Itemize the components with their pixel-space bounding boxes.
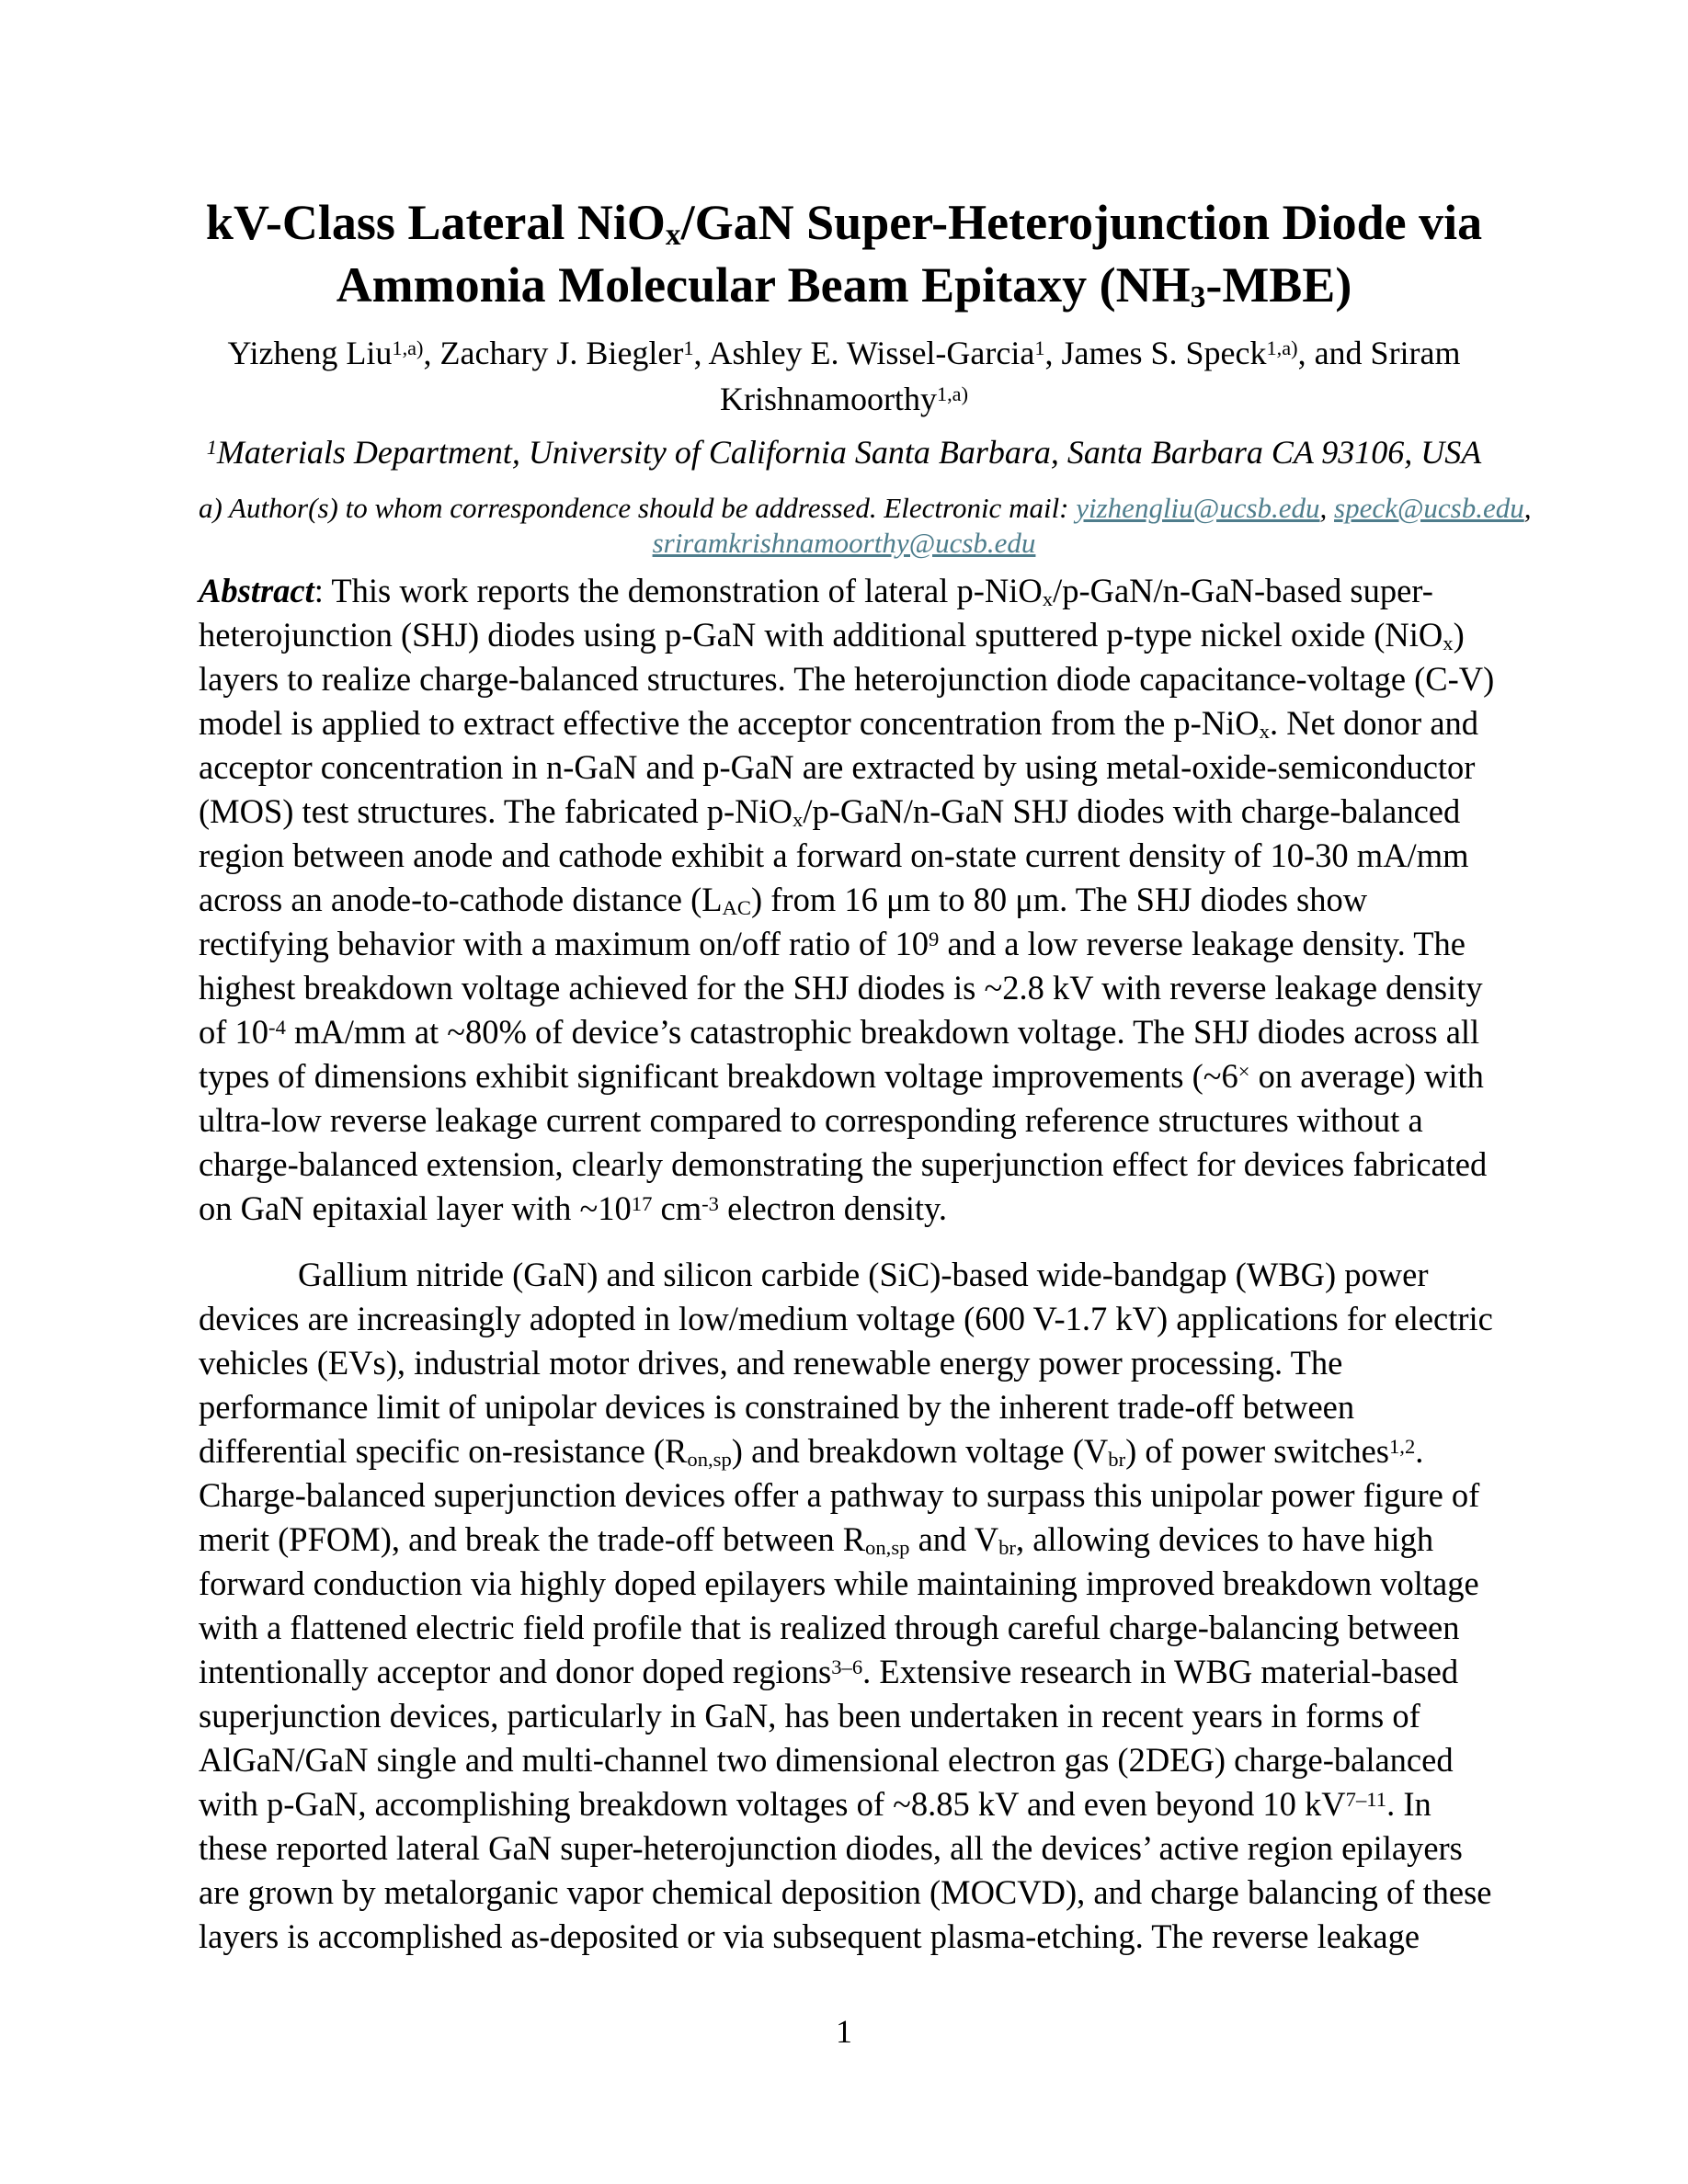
abstract-line: (MOS) test structures. The fabricated p-NiO$_x$/p-GaN/n-GaN SHJ diodes with charge-balanced bbox=[199, 792, 1461, 831]
author-list bbox=[199, 330, 1489, 422]
abstract-line: region between anode and cathode exhibit a forward on-state current density of 10-30 mA/mm bbox=[199, 836, 1469, 874]
body-line: performance limit of unipolar devices is constrained by the inherent trade-off between bbox=[199, 1388, 1355, 1426]
abstract-line: charge-balanced extension, clearly demonstrating the superjunction effect for devices fabricated bbox=[199, 1145, 1488, 1183]
abstract-line: layers to realize charge-balanced structures. The heterojunction diode capacitance-voltage (C-V) bbox=[199, 660, 1495, 698]
footnote-line bbox=[199, 526, 1489, 561]
page-number: 1 bbox=[836, 2013, 852, 2050]
body-line: devices are increasingly adopted in low/medium voltage (600 V-1.7 kV) applications for electric bbox=[199, 1300, 1493, 1337]
body-line: AlGaN/GaN single and multi-channel two dimensional electron gas (2DEG) charge-balanced bbox=[199, 1741, 1454, 1779]
body-line: intentionally acceptor and donor doped regions$^{3-6}$. Extensive research in WBG material-based bbox=[199, 1653, 1459, 1690]
abstract-line: model is applied to extract effective the acceptor concentration from the p-NiO$_x$. Net donor and bbox=[199, 704, 1479, 743]
abstract-line: highest breakdown voltage achieved for the SHJ diodes is ~2.8 kV with reverse leakage density bbox=[199, 969, 1483, 1007]
abstract-line: heterojunction (SHJ) diodes using p-GaN with additional sputtered p-type nickel oxide (NiO$_x$) bbox=[199, 616, 1465, 654]
paper-title bbox=[199, 191, 1489, 316]
email-link[interactable]: yizhengliu@ucsb.edu bbox=[1076, 492, 1320, 524]
email-link[interactable]: sriramkrishnamoorthy@ucsb.edu bbox=[652, 527, 1036, 559]
abstract-line: rectifying behavior with a maximum on/off ratio of $10^9$ and a low reverse leakage density. The bbox=[199, 925, 1466, 962]
body-line: Charge-balanced superjunction devices offer a pathway to surpass this unipolar power figure of bbox=[199, 1476, 1480, 1514]
abstract-line: of $10^{-4}$ mA/mm at ~80% of device’s catastrophic breakdown voltage. The SHJ diodes across all bbox=[199, 1013, 1480, 1051]
body-line: forward conduction via highly doped epilayers while maintaining improved breakdown voltage bbox=[199, 1564, 1479, 1602]
abstract-line: acceptor concentration in n-GaN and p-GaN are extracted by using metal-oxide-semiconductor bbox=[199, 748, 1476, 786]
introduction-paragraph bbox=[199, 1253, 1493, 1959]
abstract-line: on GaN epitaxial layer with $\sim 10^{17}$ $cm^{-3}$ electron density. bbox=[199, 1189, 947, 1227]
body-line: are grown by metalorganic vapor chemical deposition (MOCVD), and charge balancing of these bbox=[199, 1873, 1492, 1911]
body-line: with a flattened electric field profile that is realized through careful charge-balancing between bbox=[199, 1609, 1460, 1646]
title-line: Ammonia Molecular Beam Epitaxy $(NH_3-MBE)$ bbox=[336, 257, 1352, 314]
body-line: differential specific on-resistance $(R_{on,sp})$ and breakdown voltage $(V_{br})$ of power switches$^{1,2}$. bbox=[199, 1432, 1424, 1471]
abstract-line: across an anode-to-cathode distance $(L_{AC})$ from 16 μm to 80 μm. The SHJ diodes show bbox=[199, 881, 1368, 919]
affiliation: $^1$Materials Department, University of California Santa Barbara, Santa Barbara CA 93106, USA bbox=[206, 434, 1482, 471]
abstract-paragraph bbox=[199, 569, 1495, 1231]
body-line: these reported lateral GaN super-heterojunction diodes, all the devices’ active region epilayers bbox=[199, 1829, 1463, 1867]
author-line: Krishnamoorthy$^{1,a)}$ bbox=[719, 381, 969, 417]
footnote-line: a) Author(s) to whom correspondence should be addressed. Electronic mail: yizhengliu@ucsb.edu, speck@ucsb.edu, bbox=[199, 492, 1532, 524]
body-line: layers is accomplished as-deposited or via subsequent plasma-etching. The reverse leakage bbox=[199, 1917, 1420, 1955]
correspondence-footnote bbox=[199, 491, 1532, 561]
body-line: merit (PFOM), and break the trade-off between $R_{on,sp}$ and $V_{br}$, allowing devices to have high bbox=[199, 1520, 1434, 1559]
body-line: Gallium nitride (GaN) and silicon carbide (SiC)-based wide-bandgap (WBG) power bbox=[298, 1256, 1429, 1293]
body-line: superjunction devices, particularly in GaN, has been undertaken in recent years in forms of bbox=[199, 1697, 1420, 1735]
author-line: Yizheng Liu$^{1,a)}$, Zachary J. Biegler$^1$, Ashley E. Wissel-Garcia$^1$, James S. Speck$^{1,a)}$, and Sriram bbox=[227, 335, 1461, 371]
title-line: kV-Class Lateral NiO$_x$/GaN Super-Heterojunction Diode via bbox=[205, 195, 1483, 252]
body-line: with p-GaN, accomplishing breakdown voltages of ~8.85 kV and even beyond 10 $kV^{7-11}$. In bbox=[199, 1785, 1431, 1823]
body-line: vehicles (EVs), industrial motor drives, and renewable energy power processing. The bbox=[199, 1344, 1343, 1382]
abstract-line: Abstract: This work reports the demonstration of lateral p-NiO$_x$/p-GaN/n-GaN-based super- bbox=[199, 572, 1433, 610]
abstract-line: types of dimensions exhibit significant breakdown voltage improvements (~6× on average) with bbox=[199, 1057, 1484, 1095]
email-link[interactable]: speck@ucsb.edu bbox=[1334, 492, 1524, 524]
abstract-line: ultra-low reverse leakage current compared to corresponding reference structures without a bbox=[199, 1101, 1423, 1139]
